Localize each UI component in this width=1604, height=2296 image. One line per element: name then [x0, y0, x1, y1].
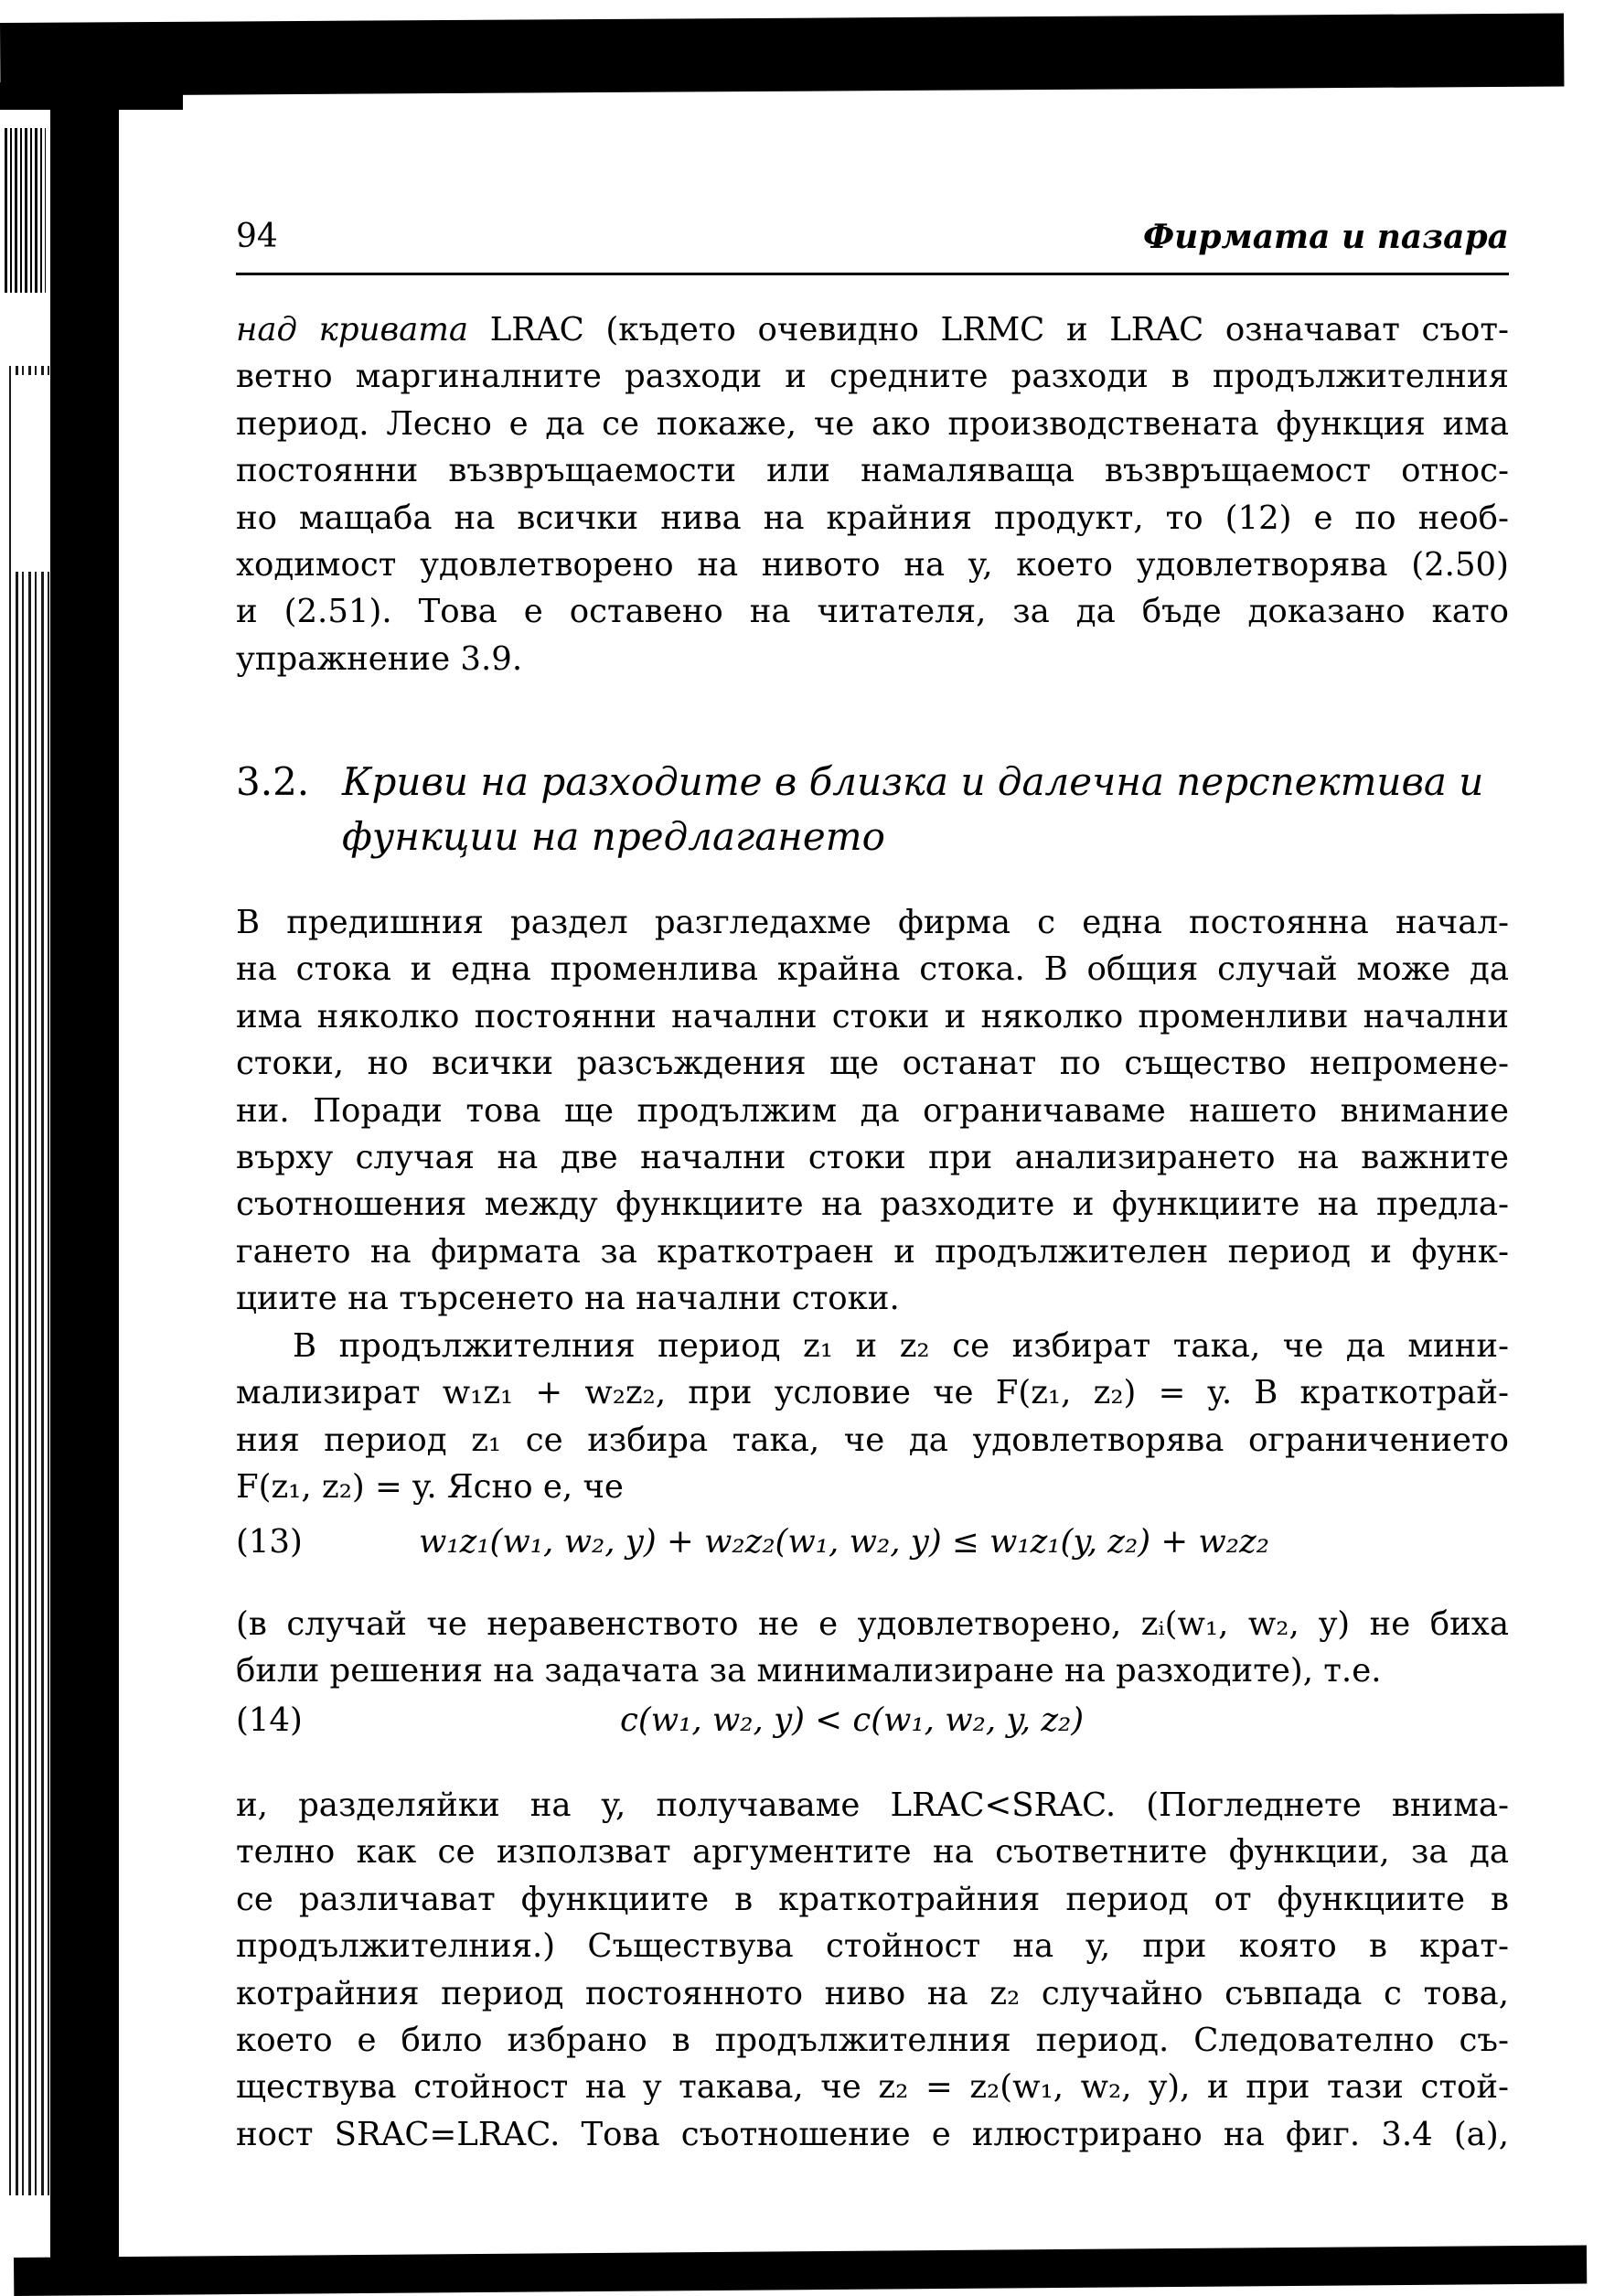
- paragraph-line: което е било избрано в продължителния период. Следователно съ-: [236, 2021, 1509, 2059]
- section-title-line-2: функции на предлагането: [342, 814, 885, 859]
- scan-border-bottom: [14, 2245, 1587, 2296]
- paragraph-line: продължителния.) Съществува стойност на y, при която в крат-: [236, 1927, 1509, 1966]
- paragraph-4: [236, 1601, 1509, 1695]
- paragraph-line: били решения на задачата за минимализиране на разходите), т.е.: [236, 1652, 1382, 1690]
- paragraph-line: мализират w₁z₁ + w₂z₂, при условие че F(z₁, z₂) = y. В краткотрай-: [236, 1374, 1509, 1412]
- paragraph-line: стоки, но всички разсъждения ще останат по същество непромене-: [236, 1045, 1509, 1083]
- paragraph-line: ветно маргиналните разходи и средните разходи в продължителния: [236, 358, 1509, 396]
- page-number: 94: [236, 218, 278, 255]
- equation-number: (13): [236, 1523, 303, 1561]
- paragraph-line: се различават функциите в краткотрайния период от функциите в: [236, 1880, 1509, 1918]
- equation-body: w₁z₁(w₁, w₂, y) + w₂z₂(w₁, w₂, y) ≤ w₁z₁(y, z₂) + w₂z₂: [419, 1523, 1269, 1561]
- paragraph-line: върху случая на две начални стоки при анализирането на важните: [236, 1138, 1509, 1176]
- paragraph-line: телно как се използват аргументите на съответните функции, за да: [236, 1833, 1509, 1872]
- paragraph-line: В продължителния период z₁ и z₂ се избират така, че да мини-: [293, 1327, 1509, 1365]
- paragraph-line: период. Лесно е да се покаже, че ако производствената функция има: [236, 404, 1509, 443]
- scan-border-left-stripes: [9, 366, 55, 2195]
- paragraph-line: има няколко постоянни начални стоки и няколко променливи начални: [236, 997, 1509, 1035]
- paragraph-line: ния период z₁ се избира така, че да удовлетворява ограничението: [236, 1421, 1509, 1459]
- paragraph-line: и (2.51). Това е оставено на читателя, за да бъде доказано като: [236, 593, 1509, 631]
- paragraph-line: котрайния период постоянното ниво на z₂ случайно съвпада с това,: [236, 1974, 1509, 2012]
- running-header: [236, 218, 1509, 275]
- equation-body: c(w₁, w₂, y) < c(w₁, w₂, y, z₂): [620, 1701, 1085, 1739]
- paragraph-2: [236, 899, 1509, 1323]
- section-number: 3.2.: [236, 759, 310, 804]
- paragraph-line: F(z₁, z₂) = y. Ясно е, че: [236, 1468, 624, 1507]
- paragraph-line: (в случай че неравенството не е удовлетворено, zᵢ(w₁, w₂, y) не биха: [236, 1605, 1509, 1643]
- italic-lead: над кривата: [236, 311, 469, 349]
- paragraph-line: циите на търсенето на начални стоки.: [236, 1280, 900, 1318]
- paragraph-line: на стока и една променлива крайна стока. В общия случай може да: [236, 950, 1509, 989]
- paragraph-line: гането на фирмата за краткотраен и продължителен период и функ-: [236, 1232, 1509, 1271]
- paragraph-line: упражнение 3.9.: [236, 639, 523, 678]
- section-title-line-1: Криви на разходите в близка и далечна перспектива и: [342, 759, 1484, 804]
- paragraph-line: ни. Поради това ще продължим да ограничаваме нашето внимание: [236, 1091, 1509, 1130]
- paragraph-3: [236, 1323, 1509, 1511]
- paragraph-line: В предишния раздел разгледахме фирма с една постоянна начал-: [236, 904, 1509, 941]
- paragraph-line: но мащаба на всички нива на крайния продукт, то (12) е по необ-: [236, 499, 1509, 537]
- paragraph-line: ност SRAC=LRAC. Това съотношение е илюстрирано на фиг. 3.4 (а),: [236, 2115, 1509, 2153]
- paragraph-5: [236, 1782, 1509, 2158]
- paragraph-line: и, разделяйки на y, получаваме LRAC<SRAC. (Погледнете внима-: [236, 1786, 1509, 1824]
- equation-14: [236, 1701, 1509, 1747]
- equation-13: [236, 1523, 1509, 1569]
- paragraph-1: [236, 306, 1509, 682]
- paragraph-line: ществува стойност на y такава, че z₂ = z₂(w₁, w₂, y), и при тази стой-: [236, 2068, 1509, 2107]
- running-title: Фирмата и пазара: [1142, 218, 1509, 256]
- equation-number: (14): [236, 1701, 303, 1739]
- paragraph-line: над кривата LRAC (където очевидно LRMC и LRAC означават съот-: [236, 311, 1510, 349]
- paragraph-line: съотношения между функциите на разходите и функциите на предла-: [236, 1186, 1509, 1224]
- scan-border-top: [0, 14, 1564, 96]
- scan-border-left: [50, 91, 119, 2278]
- paragraph-line: ходимост удовлетворено на нивото на y, което удовлетворява (2.50): [236, 545, 1509, 584]
- paragraph-line: постоянни възвръщаемости или намаляваща възвръщаемост относ-: [236, 452, 1509, 490]
- scan-border-left-stripes-top: [5, 128, 46, 293]
